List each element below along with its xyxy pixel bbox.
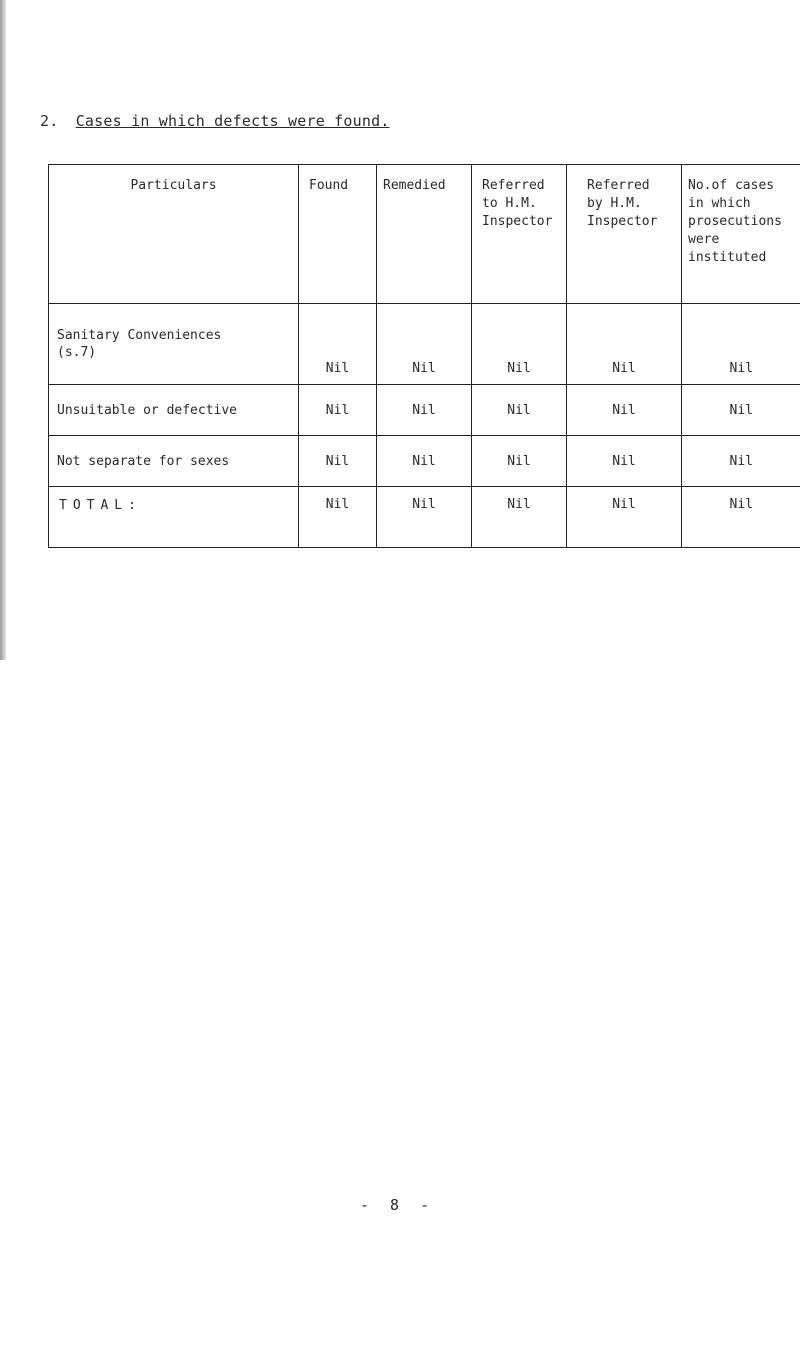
cell-referred-to: Nil xyxy=(472,304,567,385)
cell-found: Nil xyxy=(299,487,377,548)
cell-referred-to: Nil xyxy=(472,436,567,487)
cell-found: Nil xyxy=(299,304,377,385)
cell-remedied: Nil xyxy=(377,304,472,385)
row-label: Not separate for sexes xyxy=(49,436,299,487)
page-number: - 8 - xyxy=(360,1196,436,1214)
table-row xyxy=(49,385,800,436)
cell-found: Nil xyxy=(299,436,377,487)
section-number: 2. xyxy=(40,112,59,130)
section-title: Cases in which defects were found. xyxy=(75,112,390,130)
cell-prosecutions: Nil xyxy=(682,385,800,436)
header-referred-to-inspector: Referred to H.M. Inspector xyxy=(472,165,567,304)
total-row xyxy=(49,487,800,548)
cell-prosecutions: Nil xyxy=(682,436,800,487)
table-row xyxy=(49,436,800,487)
cell-remedied: Nil xyxy=(377,436,472,487)
defects-table xyxy=(48,164,800,548)
header-row xyxy=(49,165,800,304)
table-row xyxy=(49,304,800,385)
header-particulars: Particulars xyxy=(49,165,299,304)
cell-remedied: Nil xyxy=(377,385,472,436)
header-referred-by-inspector: Referred by H.M. Inspector xyxy=(567,165,682,304)
cell-referred-to: Nil xyxy=(472,487,567,548)
cell-referred-by: Nil xyxy=(567,487,682,548)
section-heading xyxy=(40,112,390,130)
row-label: Sanitary Conveniences (s.7) xyxy=(49,304,299,385)
page-edge-shadow xyxy=(0,0,6,660)
total-label: TOTAL: xyxy=(49,487,299,548)
cell-remedied: Nil xyxy=(377,487,472,548)
header-remedied: Remedied xyxy=(377,165,472,304)
cell-referred-by: Nil xyxy=(567,436,682,487)
row-label: Unsuitable or defective xyxy=(49,385,299,436)
cell-referred-to: Nil xyxy=(472,385,567,436)
header-prosecutions: No.of cases in which prosecutions were instituted xyxy=(682,165,800,304)
cell-referred-by: Nil xyxy=(567,385,682,436)
cell-prosecutions: Nil xyxy=(682,487,800,548)
cell-referred-by: Nil xyxy=(567,304,682,385)
cell-prosecutions: Nil xyxy=(682,304,800,385)
header-found: Found xyxy=(299,165,377,304)
cell-found: Nil xyxy=(299,385,377,436)
